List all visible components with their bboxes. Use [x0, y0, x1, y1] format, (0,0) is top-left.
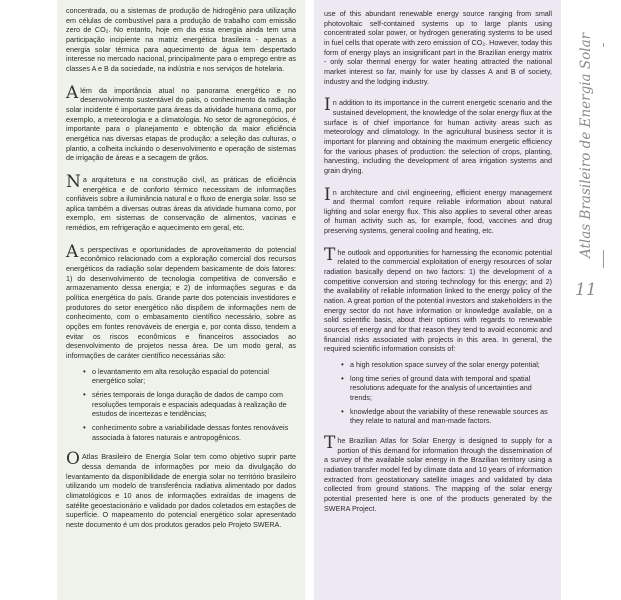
drop-cap: N — [66, 171, 81, 192]
sidebar-divider-top — [603, 43, 604, 47]
page-number: 11 — [575, 280, 597, 300]
list-item: • conhecimento sobre a variabilidade dessas fontes renováveis associada à fatores naturais e antropogênicos. — [92, 423, 296, 442]
paragraph-text: he outlook and opportunities for harnessing the economic potential related to the commercial exploitation of energy resources of solar radiation basically depend on two factors: 1) the development of a competitive conversion and storing technology for this energy; and 2) the availability of reliable information linked to the energy policy of the nation. A great portion of the potential investors and stakeholders in the energy sector do not have information or knowledge available, on a solid scientific basis, about their options with regards to renewable sources of energy and for that reason they tend to avoid economic and financial risks associated with projects in this area. In general, the required scientific information consists of: — [324, 247, 552, 354]
running-title: Atlas Brasileiro de Energia Solar — [578, 32, 594, 258]
drop-cap: O — [66, 449, 80, 470]
drop-cap: A — [66, 241, 79, 262]
en-paragraph-3 — [324, 184, 552, 236]
list-item: • o levantamento em alta resolução espacial do potencial energético solar; — [92, 367, 296, 386]
paragraph-text: n addition to its importance in the current energetic scenario and the sustained development, the knowledge of the solar energy flux at the surface is of chief importance for human activity areas such as meteorology and climatology. In the agricultural business sector it is important for planning and obtaining the maximum energetic efficiency for the various phases of production: the selection of crops, planting, harvesting, including the development of area irrigation systems and grain drying. — [324, 98, 552, 175]
paragraph-text: s perspectivas e oportunidades de aproveitamento do potencial econômico relacionado com a exploração comercial dos recursos energéticos da radiação solar dependem basicamente de dois fatores: 1) do desenvolvimento de tecnologia competitiva de conversão e armazenamento dessa energia; e 2) de informações seguras e da política energética do país. Grande parte dos potenciais investidores e produtores do setor energético não dispõem de informações nem de conhecimento, com o embasamento científico necessário, sobre as opções em fontes renováveis de energia e, por conta disso, tendem a evitar os riscos econômicos e financeiros associados ao desenvolvimento de projetos nessa área. De um modo geral, as informações de caráter científico necessárias são: — [66, 244, 296, 360]
pt-paragraph-1: concentrada, ou a sistemas de produção de hidrogênio para utilização em células de combustível para a produção de trabalho com emissão zero de CO₂. No entanto, hoje em dia essa energia ainda tem uma participação incipiente na matriz energética brasileira - apenas a energia solar térmica para aquecimento de água tem despertado interesse no mercado nacional, principalmente para o emprego entre as classes A e B da sociedade, na indústria e nos serviços de hotelaria. — [66, 6, 296, 73]
paragraph-text: Atlas Brasileiro de Energia Solar tem como objetivo suprir parte dessa demanda de informações por meio da divulgação do levantamento da disponibilidade de energia solar no território brasileiro utilizando um modelo de transferência radiativa alimentado por dados climatológicos e 10 anos de informações extraídas de imagens de satélite geoestacionário e validado por dados coletados em estações de superfície. O mapeamento do potencial energético solar apresentado neste documento é um dos produtos gerados pelo Projeto SWERA. — [66, 452, 296, 529]
list-item: • knowledge about the variability of these renewable sources as they relate to natural and man-made factors. — [350, 407, 552, 426]
drop-cap: T — [324, 244, 336, 265]
pt-paragraph-3 — [66, 171, 296, 233]
en-paragraph-4 — [324, 244, 552, 354]
drop-cap: I — [324, 95, 331, 116]
sidebar-divider — [603, 250, 604, 268]
drop-cap: I — [324, 184, 331, 205]
list-item: • a high resolution space survey of the solar energy potential; — [350, 360, 552, 370]
portuguese-column — [57, 0, 305, 600]
paragraph-text: he Brazilian Atlas for Solar Energy is designed to supply for a portion of this demand for information through the dissemination of a survey of the available solar energy in the Brazilian territory using a radiation transfer model fed by climate data and 10 years of information extracted from geostationary satellite images and validated by data collected from ground stations. The mapping of the solar energy potential presented here is one of the products generated by the SWERA Project. — [324, 435, 552, 513]
list-item: • séries temporais de longa duração de dados de campo com resoluções temporais e espaciais adequadas à realização de estudos de incertezas e tendências; — [92, 390, 296, 419]
en-paragraph-2 — [324, 95, 552, 175]
en-bullet-list — [324, 360, 552, 426]
drop-cap: T — [324, 432, 336, 453]
pt-paragraph-5 — [66, 449, 296, 529]
paragraph-text: lém da importância atual no panorama energético e no desenvolvimento sustentável do país, o conhecimento da radiação solar incidente é importante para áreas da atividade humana como, por exemplo, a meteorologia e a climatologia. No setor de agronegócios, é importante para o planejamento e obtenção da maior eficiência energética nas diversas etapas de produção: a seleção das culturas, o plantio, a colheita incluindo o desenvolvimento e operação de sistemas de irrigação de áreas e a secagem de grãos. — [66, 85, 296, 163]
pt-paragraph-2 — [66, 82, 296, 163]
english-column — [314, 0, 561, 600]
en-paragraph-1: use of this abundant renewable energy source ranging from small photovoltaic self-contained systems up to large plants using concentrated solar power, or hydrogen generating systems to be used in fuel cells that operate with zero emission of CO₂. However, today this form of energy plays an insignificant part in the Brazilian energy matrix - only solar thermal energy for water heating attracted the national market interest so far, mainly for use by classes A and B of society, industry and the lodging industry. — [324, 9, 552, 86]
en-paragraph-5 — [324, 432, 552, 513]
pt-bullet-list — [66, 367, 296, 443]
paragraph-text: a arquitetura e na construção civil, as práticas de eficiência energética e de conforto térmico necessitam de informações confiáveis sobre a iluminância natural e o fluxo de energia solar. Isso se aplica também a diversas outras áreas da atividade humana como, por exemplo, em sistemas de conservação de alimentos, vacinas e remédios, em refrigeração e aquecimento em geral, etc. — [66, 174, 296, 233]
paragraph-text: n architecture and civil engineering, efficient energy management and thermal comfort require reliable information about natural lighting and solar energy flux. This also applies to several other areas of human activity such as, for example, food, vaccines and drug preserving systems, general cooling and heating, etc. — [324, 187, 552, 236]
list-item: • long time series of ground data with temporal and spatial resolutions adequate for the analysis of uncertainties and trends; — [350, 374, 552, 403]
pt-paragraph-4 — [66, 241, 296, 361]
drop-cap: A — [66, 82, 79, 103]
